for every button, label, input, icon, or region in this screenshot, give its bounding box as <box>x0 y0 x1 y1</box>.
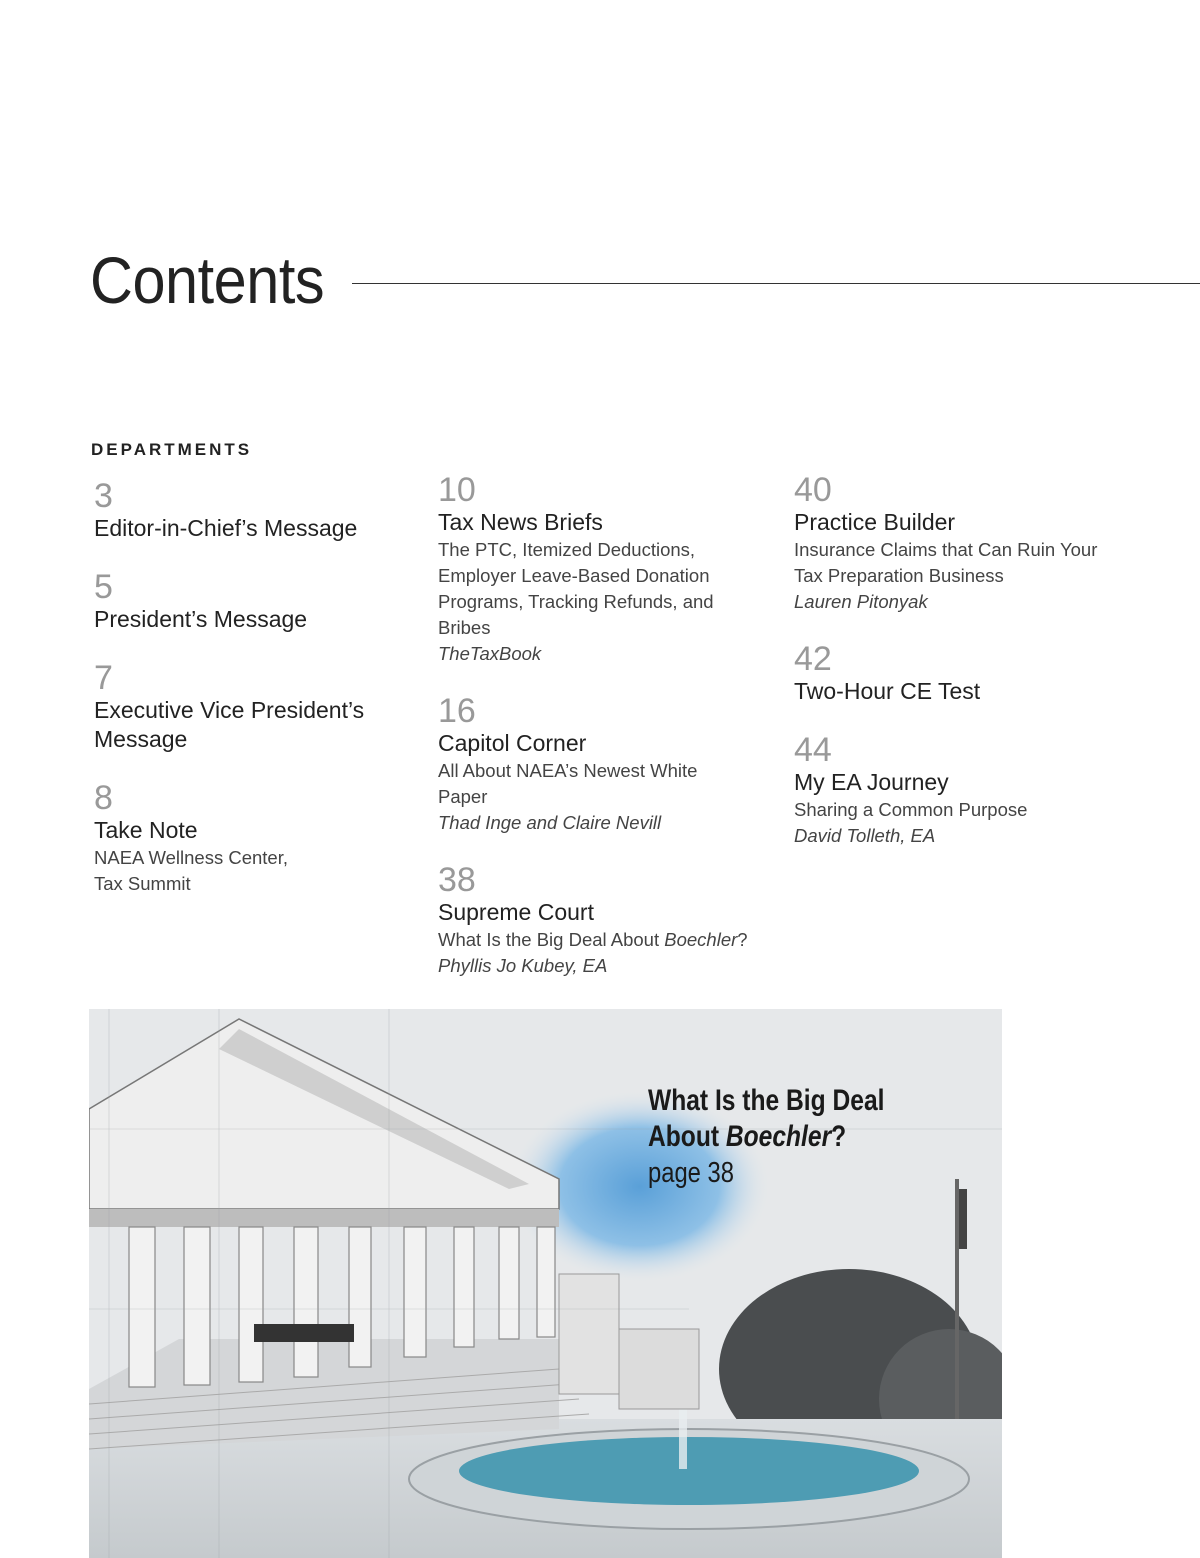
entry-title: Supreme Court <box>438 899 594 925</box>
toc-entry[interactable] <box>794 641 1134 706</box>
entry-title: Editor-in-Chief’s Message <box>94 515 358 541</box>
title-divider <box>352 283 1200 284</box>
toc-entry[interactable] <box>438 693 778 836</box>
toc-entry[interactable] <box>438 472 778 667</box>
feature-headline: About Boechler? <box>648 1120 847 1153</box>
entry-author: Lauren Pitonyak <box>794 591 928 612</box>
entry-title: Capitol Corner <box>438 730 587 756</box>
contents-column-1 <box>94 478 414 923</box>
contents-column-2 <box>438 472 778 1005</box>
entry-description: Sharing a Common Purpose <box>794 799 1028 820</box>
feature-caption[interactable] <box>648 1083 978 1191</box>
entry-title: My EA Journey <box>794 769 949 795</box>
page-number: 7 <box>94 659 113 697</box>
entry-description: The PTC, Itemized Deductions, Employer Leave-Based Donation Programs, Tracking Refunds, and Bribes <box>438 539 714 638</box>
section-label-departments: DEPARTMENTS <box>91 440 253 459</box>
entry-title: Executive Vice President’s Message <box>94 697 365 752</box>
entry-description: What Is the Big Deal About Boechler? <box>438 929 748 950</box>
entry-author: David Tolleth, EA <box>794 825 936 846</box>
page-number: 5 <box>94 568 113 606</box>
entry-title: Two-Hour CE Test <box>794 678 981 704</box>
entry-title: Tax News Briefs <box>438 509 603 535</box>
toc-entry[interactable] <box>94 660 414 754</box>
toc-entry[interactable] <box>94 478 414 543</box>
entry-description: Tax Summit <box>94 873 191 894</box>
entry-title: President’s Message <box>94 606 308 632</box>
entry-description: NAEA Wellness Center, <box>94 847 288 868</box>
toc-entry[interactable] <box>94 780 414 897</box>
toc-entry[interactable] <box>94 569 414 634</box>
page-number: 3 <box>94 477 113 515</box>
page-title: Contents <box>90 243 325 317</box>
page-number: 44 <box>794 731 832 769</box>
feature-headline: What Is the Big Deal <box>648 1084 885 1117</box>
entry-author: Thad Inge and Claire Nevill <box>438 812 662 833</box>
page-number: 10 <box>438 471 476 509</box>
entry-author: TheTaxBook <box>438 643 542 664</box>
toc-entry[interactable] <box>794 472 1134 615</box>
feature-illustration[interactable] <box>89 1009 1002 1558</box>
entry-title: Take Note <box>94 817 198 843</box>
page-number: 16 <box>438 692 476 730</box>
feature-page-reference: page 38 <box>648 1157 734 1189</box>
page-number: 40 <box>794 471 832 509</box>
toc-entry[interactable] <box>438 862 778 979</box>
page-number: 38 <box>438 861 476 899</box>
entry-title: Practice Builder <box>794 509 956 535</box>
toc-entry[interactable] <box>794 732 1134 849</box>
page-number: 42 <box>794 640 832 678</box>
page-number: 8 <box>94 779 113 817</box>
entry-description: Insurance Claims that Can Ruin Your Tax Preparation Business <box>794 539 1098 586</box>
contents-column-3 <box>794 472 1134 875</box>
entry-author: Phyllis Jo Kubey, EA <box>438 955 608 976</box>
entry-description: All About NAEA’s Newest White Paper <box>438 760 698 807</box>
